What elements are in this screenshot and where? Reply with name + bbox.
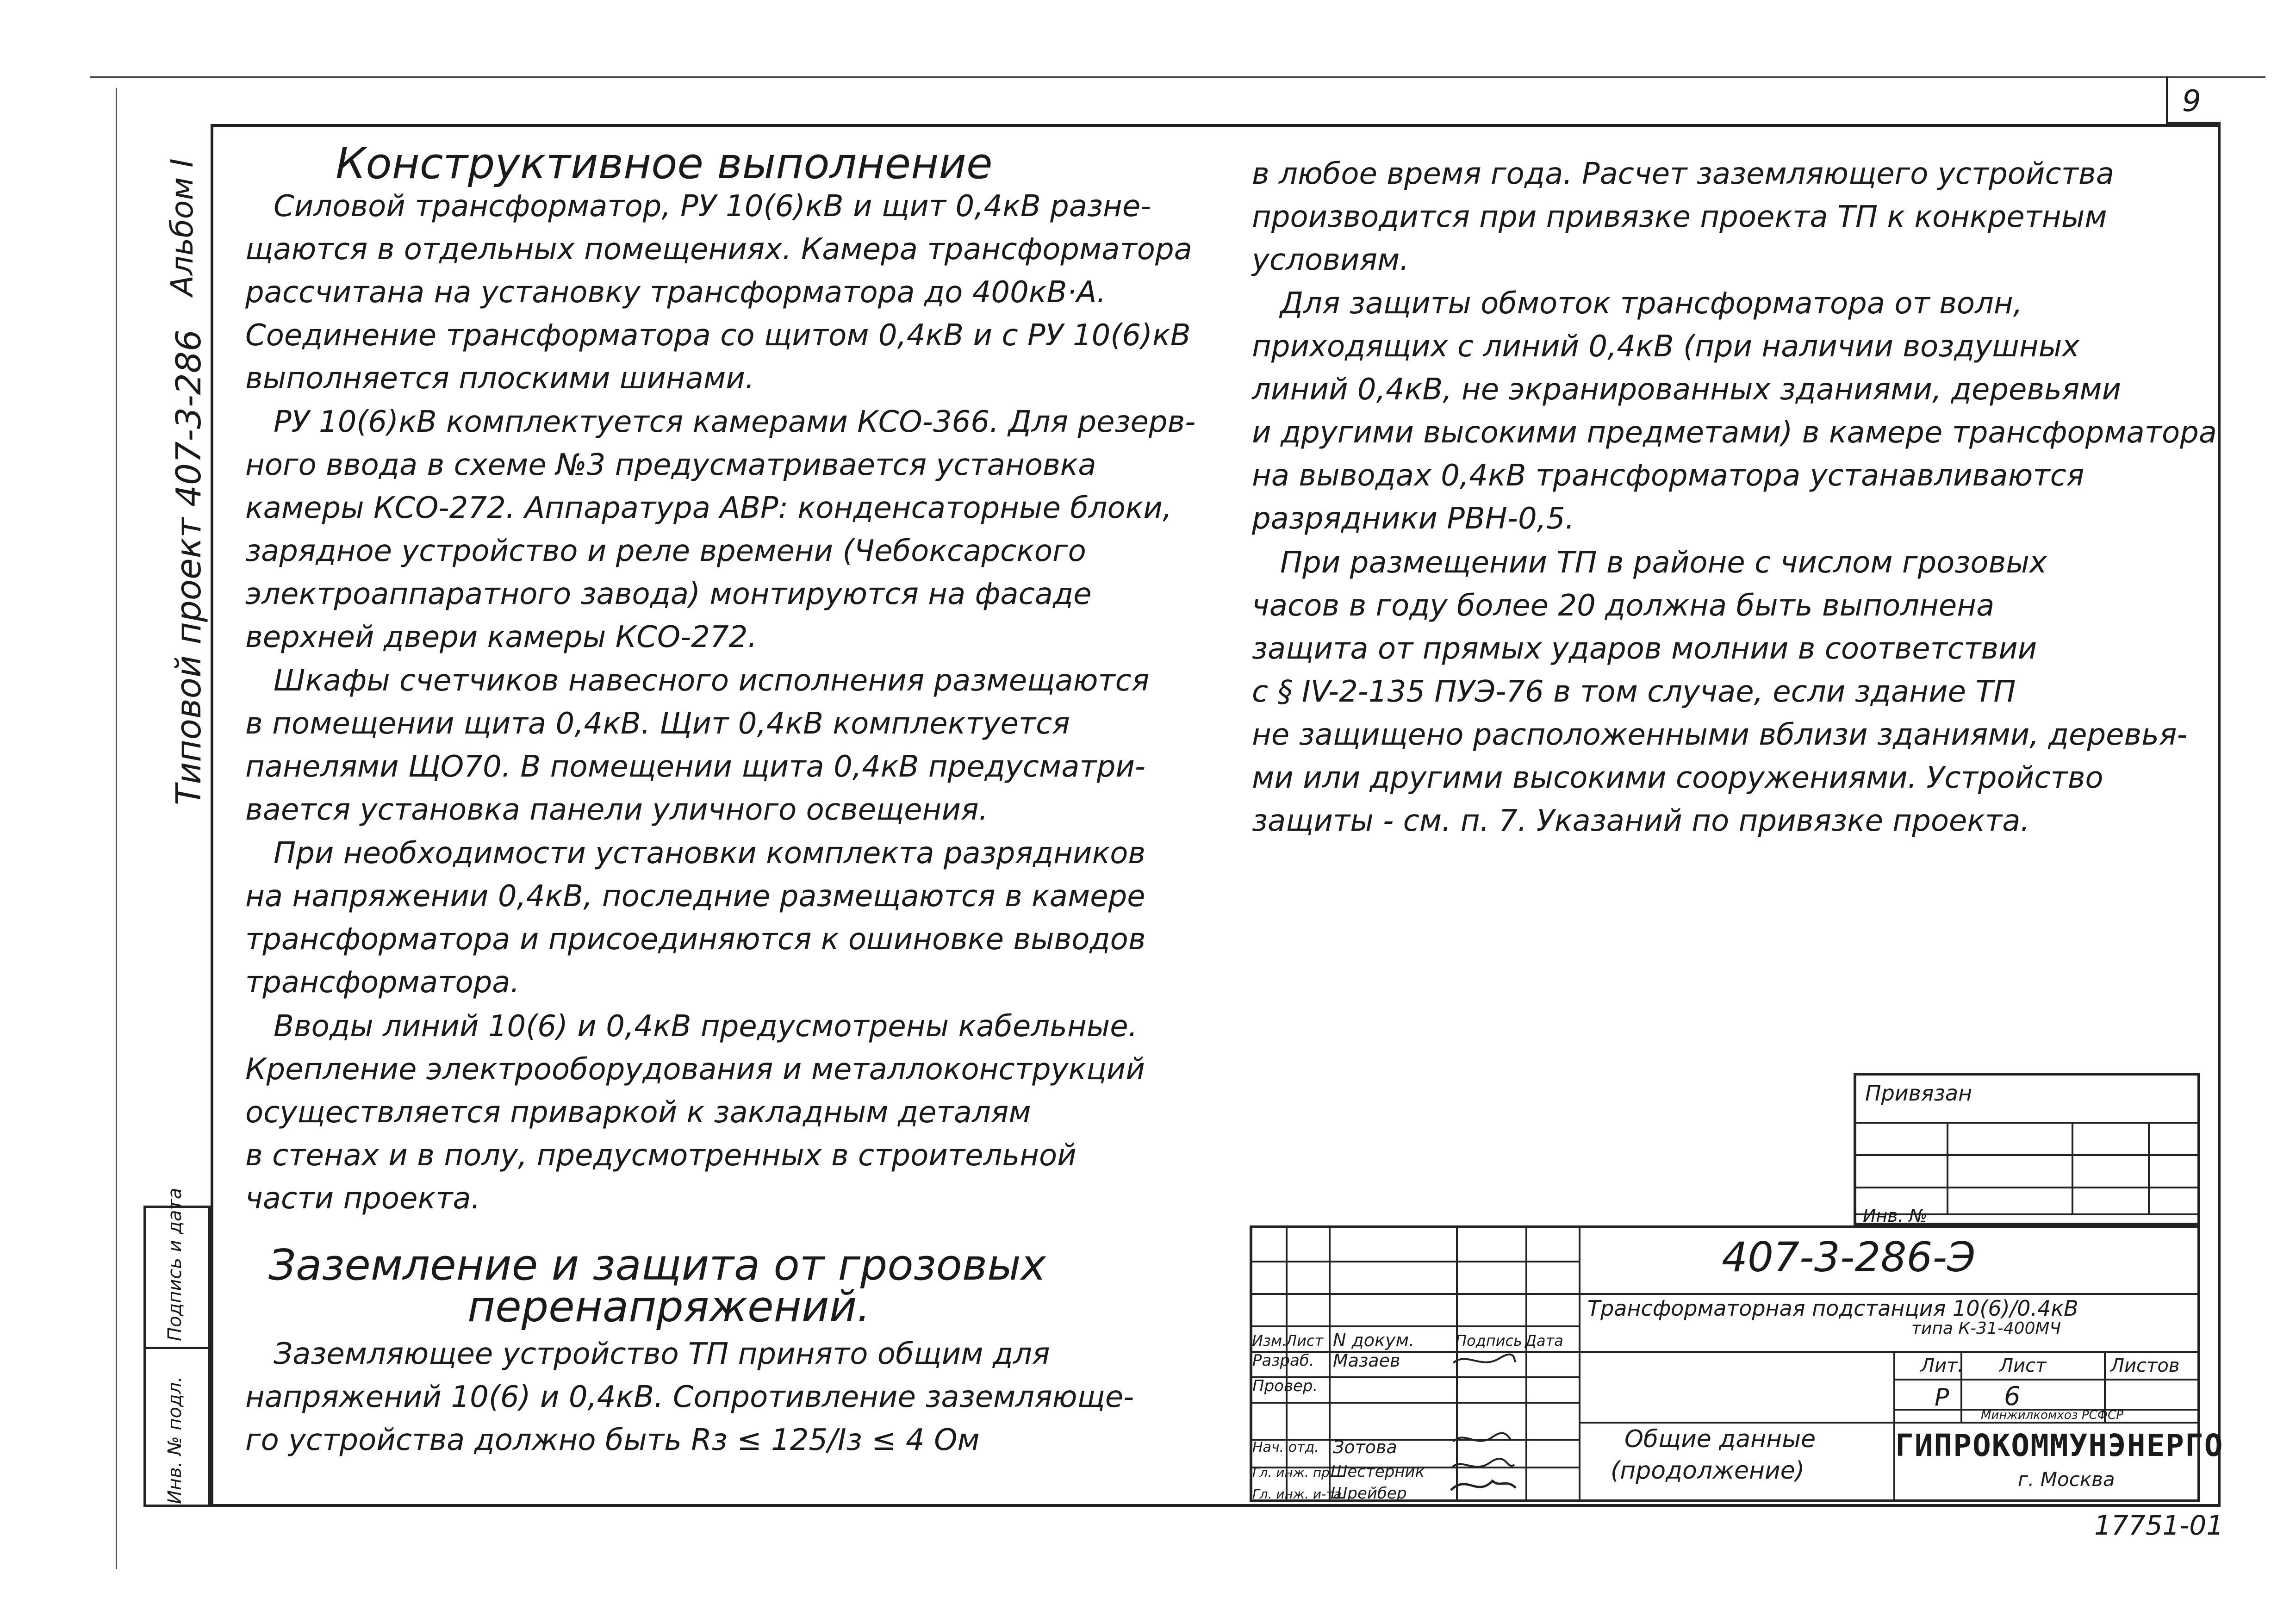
paragraph-grounding: Заземляющее устройство ТП принято общим для напряжений 10(6) и 0,4кВ. Сопротивление заземляюще- го устройства должно быть Rз ≤ 125/Iз ≤ 4 Ом — [245, 1337, 1134, 1457]
role-head: Нач. отд. — [1252, 1439, 1319, 1455]
header-sign: Подпись — [1456, 1332, 1522, 1349]
lit-value: Р — [1935, 1384, 1949, 1412]
col2-paragraph-2: Для защиты обмоток трансформатора от волн, приходящих с линий 0,4кВ (при наличии воздушных линий 0,4кВ, не экранированных зданиями, деревьями и другими высокими предметами) в камере трансформатора на выводах 0,4кВ трансформатора устанавливаются разрядники РВН-0,5. — [1252, 286, 2217, 536]
org-ministry: Минжилкомхоз РСФСР — [1981, 1408, 2123, 1422]
listov-label: Листов — [2110, 1355, 2180, 1376]
paragraph-5: Вводы линий 10(6) и 0,4кВ предусмотрены кабельные. Крепление электрооборудования и металлоконструкций осуществляется приваркой к закладным деталям в стенах и в полу, предусмотренных в строительной части проекта. — [245, 1009, 1145, 1216]
list-value: 6 — [2004, 1381, 2021, 1412]
paragraph-4: При необходимости установки комплекта разрядников на напряжении 0,4кВ, последние размещаются в камере трансформатора и присоединяются к ошиновке выводов трансформатора. — [245, 836, 1146, 1000]
col2-paragraph-3: При размещении ТП в районе с числом грозовых часов в году более 20 должна быть выполнена защита от прямых ударов молнии в соответствии с § IV-2-135 ПУЭ-76 в том случае, если здание ТП не защищено расположенными вблизи зданиями, деревья- ми или другими высокими сооружениями. Устройство защиты - см. п. 7. Указаний по привязке проекта. — [1252, 546, 2188, 838]
name-chief-proj: Шестерник — [1331, 1462, 1425, 1481]
paragraph-1: Силовой трансформатор, РУ 10(6)кВ и щит 0,4кВ разне- щаются в отдельных помещениях. Камера трансформатора рассчитана на установку трансформатора до 400кВ·А. Соединение трансформатора со щитом 0,4кВ и с РУ 10(6)кВ выполняется плоскими шинами. — [245, 189, 1192, 396]
list-label: Лист — [1999, 1355, 2047, 1376]
name-developer: Мазаев — [1333, 1350, 1400, 1371]
sheet-title-1: Общие данные — [1624, 1425, 1816, 1453]
sheet-number: 9 — [2182, 84, 2201, 118]
project-label: Типовой проект 407-3-286 — [169, 330, 209, 805]
role-checker: Провер. — [1252, 1377, 1318, 1395]
section-title-construction: Конструктивное выполнение — [336, 139, 993, 188]
product-title-2: типа К-31-400МЧ — [1911, 1319, 2061, 1338]
section-title-grounding-2: перенапряжений. — [467, 1282, 871, 1331]
left-stamp — [143, 1188, 211, 1507]
col2-paragraph-1: в любое время года. Расчет заземляющего устройства производится при привязке проекта ТП к конкретным условиям. — [1252, 157, 2114, 277]
name-head: Зотова — [1333, 1437, 1397, 1457]
role-chief-proj: Гл. инж. пр. — [1252, 1465, 1334, 1480]
header-izm: Изм. — [1252, 1332, 1287, 1349]
designation: 407-3-286-Э — [1722, 1233, 1976, 1281]
section-title-grounding-1: Заземление и защита от грозовых — [268, 1240, 1046, 1290]
product-title-1: Трансформаторная подстанция 10(6)/0.4кВ — [1587, 1296, 2078, 1321]
left-border-line — [116, 88, 117, 1569]
lit-label: Лит. — [1921, 1355, 1964, 1376]
footer-code: 17751-01 — [2094, 1510, 2224, 1541]
sheet-title-2: (продолжение) — [1611, 1457, 1805, 1485]
header-list: Лист — [1286, 1332, 1324, 1349]
left-stamp-inv-label: Инв. № подл. — [164, 1376, 186, 1504]
binding-inv-label: Инв. № — [1863, 1206, 1928, 1226]
binding-label: Привязан — [1865, 1081, 1972, 1106]
header-doc: N докум. — [1333, 1330, 1415, 1350]
paragraph-2: РУ 10(6)кВ комплектуется камерами КСО-366. Для резерв- ного ввода в схеме №3 предусматривается установка камеры КСО-272. Аппаратура АВР: конденсаторные блоки, зарядное устройство и реле времени (Чебоксарского электроаппаратного завода) монтируются на фасаде верхней двери камеры КСО-272. — [245, 405, 1196, 654]
paragraph-3: Шкафы счетчиков навесного исполнения размещаются в помещении щита 0,4кВ. Щит 0,4кВ комплектуется панелями ЩО70. В помещении щита 0,4кВ предусматри- вается установка панели уличного освещения. — [245, 664, 1150, 827]
top-border-line — [90, 76, 2265, 78]
signature-marks — [1449, 1349, 1518, 1502]
left-stamp-divider — [146, 1347, 208, 1349]
album-label: Альбом I — [164, 158, 200, 296]
role-developer: Разраб. — [1252, 1351, 1314, 1370]
org-name: ГИПРОКОММУНЭНЕРГО — [1895, 1428, 2224, 1463]
left-stamp-signature-label: Подпись и дата — [164, 1188, 186, 1341]
name-chief-inst: Шрейбер — [1331, 1484, 1407, 1503]
header-date: Дата — [1525, 1332, 1563, 1349]
org-city: г. Москва — [2018, 1468, 2115, 1491]
role-chief-inst: Гл. инж. и-та — [1252, 1486, 1342, 1502]
